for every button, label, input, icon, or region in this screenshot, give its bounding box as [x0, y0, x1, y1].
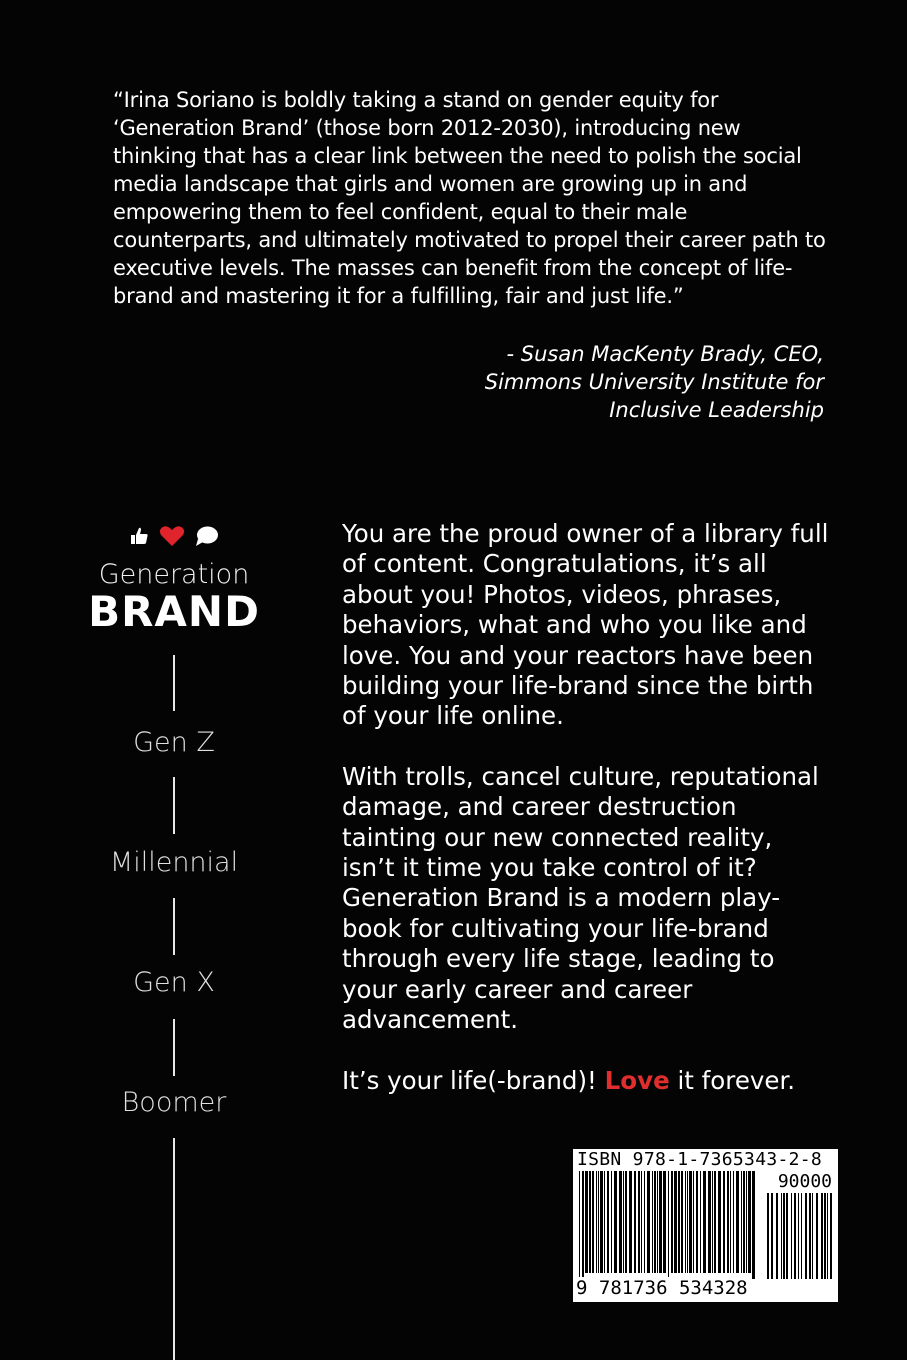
- endorsement-quote: “Irina Soriano is boldly taking a stand on gender equity for ‘Generation Brand’ (those born 2012-2030), introducing new thinking that has a clear link between the need to polish the social media landscape that girls and women are growing up in and empowering them to feel confident, equal to their male counterparts, and ultimately motivated to propel their career path to executive levels. The masses can benefit from the concept of life-brand and mastering it for a fulfilling, fair and just life.”: [113, 88, 826, 308]
- barcode-addon-bar: [771, 1193, 773, 1279]
- closing-text: it forever.: [669, 1065, 796, 1095]
- barcode-bar: [634, 1171, 636, 1273]
- barcode-bar: [652, 1171, 653, 1273]
- barcode-bar: [629, 1171, 632, 1273]
- barcode-bar: [696, 1171, 698, 1273]
- barcode-bar: [685, 1171, 686, 1273]
- barcode-bar: [727, 1171, 729, 1273]
- barcode-bar: [614, 1171, 617, 1273]
- timeline-connector: [173, 898, 175, 955]
- barcode-bar: [607, 1171, 609, 1273]
- attribution-line: - Susan MacKenty Brady, CEO,: [506, 342, 824, 366]
- back-cover-description: [342, 519, 832, 1126]
- barcode-bar: [748, 1171, 751, 1273]
- heart-icon: [159, 525, 185, 547]
- barcode-bar: [592, 1171, 594, 1273]
- barcode-bar: [681, 1171, 683, 1273]
- barcode-bar: [714, 1171, 716, 1273]
- generation-label: Gen X: [133, 967, 215, 998]
- love-highlight: Love: [604, 1065, 670, 1095]
- barcode-bar: [723, 1171, 725, 1273]
- barcode-bar: [730, 1171, 731, 1273]
- barcode-bar: [604, 1171, 605, 1273]
- barcode-addon-bar: [816, 1193, 818, 1279]
- logo-generation-text: Generation: [98, 559, 250, 590]
- barcode-bar: [718, 1171, 721, 1273]
- barcode-addon-bar: [776, 1193, 778, 1279]
- barcode-bar: [678, 1171, 680, 1273]
- barcode-addon-bar: [830, 1193, 832, 1279]
- barcode-addon-bar: [767, 1193, 769, 1279]
- reaction-icons: [80, 520, 268, 552]
- generation-brand-logo: [80, 520, 268, 634]
- generation-label: Millennial: [109, 847, 239, 878]
- barcode-bar: [623, 1171, 624, 1273]
- barcode-bar: [689, 1171, 692, 1273]
- barcode-bar: [585, 1171, 588, 1273]
- barcode-bar: [600, 1171, 603, 1273]
- description-paragraph: With trolls, cancel culture, reputational damage, and career destruction tainting our new connected reality, isn’t it time you take control of it? Generation Brand is a modern play-book for cultivating your life-brand through every life stage, leading to your early career and career advancement.: [342, 761, 819, 1035]
- barcode-bar: [619, 1171, 622, 1273]
- barcode-addon-bar: [794, 1193, 796, 1279]
- barcode-bar: [708, 1171, 711, 1273]
- closing-text: It’s your life(-brand)!: [342, 1065, 605, 1095]
- isbn-barcode: [573, 1149, 838, 1302]
- barcode-bar: [582, 1171, 584, 1279]
- price-code: 90000: [777, 1171, 832, 1192]
- barcode-bar: [596, 1171, 597, 1273]
- barcode-addon-bar: [798, 1193, 799, 1279]
- barcode-bar: [703, 1171, 706, 1273]
- barcode-bar: [579, 1171, 580, 1279]
- barcode-addon-bar: [781, 1193, 782, 1279]
- barcode-bar: [638, 1171, 640, 1273]
- barcode-bar: [674, 1171, 677, 1273]
- barcode-bar: [687, 1171, 688, 1273]
- isbn-digits: 9 781736 534328: [576, 1277, 748, 1299]
- timeline-connector: [173, 777, 175, 834]
- barcode-bar: [700, 1171, 701, 1273]
- barcode-bar: [668, 1171, 669, 1279]
- barcode-addon-bar: [812, 1193, 813, 1279]
- barcode-addon-bar: [827, 1193, 828, 1279]
- barcode-addon-bar: [791, 1193, 792, 1279]
- barcode-bar: [611, 1171, 612, 1273]
- barcode-bar: [647, 1171, 650, 1273]
- barcode-bar: [663, 1171, 666, 1273]
- barcode-bar: [657, 1171, 658, 1273]
- barcode-addon-bar: [824, 1193, 826, 1279]
- barcode-bar: [641, 1171, 642, 1273]
- barcode-bar: [741, 1171, 742, 1273]
- barcode-bar: [743, 1171, 745, 1273]
- thumbs-up-icon: [129, 526, 149, 546]
- timeline-connector: [173, 1138, 175, 1360]
- barcode-bar: [733, 1171, 734, 1273]
- speech-bubble-icon: [195, 525, 219, 547]
- barcode-bar: [598, 1171, 599, 1273]
- barcode-addon-bar: [786, 1193, 788, 1279]
- barcode-addon-bar: [801, 1193, 802, 1279]
- timeline-connector: [173, 655, 175, 711]
- barcode-addon-bar: [783, 1193, 785, 1279]
- isbn-label: ISBN 978-1-7365343-2-8: [577, 1149, 823, 1170]
- timeline-connector: [173, 1019, 175, 1076]
- description-paragraph: You are the proud owner of a library full of content. Congratulations, it’s all about you! Photos, videos, phrases, behaviors, what and who you like and love. You and your reactors have been building your life-brand since the birth of your life online.: [342, 519, 829, 731]
- barcode-bar: [589, 1171, 591, 1273]
- barcode-bar: [625, 1171, 627, 1273]
- barcode-bar: [746, 1171, 747, 1273]
- closing-line: [342, 1066, 832, 1096]
- barcode-bar: [712, 1171, 713, 1273]
- barcode-addon-bar: [805, 1193, 807, 1279]
- attribution-line: Inclusive Leadership: [609, 398, 824, 422]
- logo-brand-text: BRAND: [88, 587, 260, 636]
- barcode-bar: [644, 1171, 645, 1273]
- barcode-bar: [659, 1171, 662, 1273]
- barcode-bar: [654, 1171, 656, 1273]
- quote-attribution: [404, 340, 824, 424]
- attribution-line: Simmons University Institute for: [484, 370, 824, 394]
- barcode-bar: [752, 1171, 755, 1279]
- generation-label: Gen Z: [133, 727, 215, 758]
- barcode-bar: [671, 1171, 673, 1273]
- barcode-bar: [736, 1171, 739, 1273]
- barcode-bar: [693, 1171, 694, 1273]
- barcode-addon-bar: [821, 1193, 823, 1279]
- generation-label: Boomer: [121, 1087, 227, 1118]
- barcode-addon-bar: [809, 1193, 811, 1279]
